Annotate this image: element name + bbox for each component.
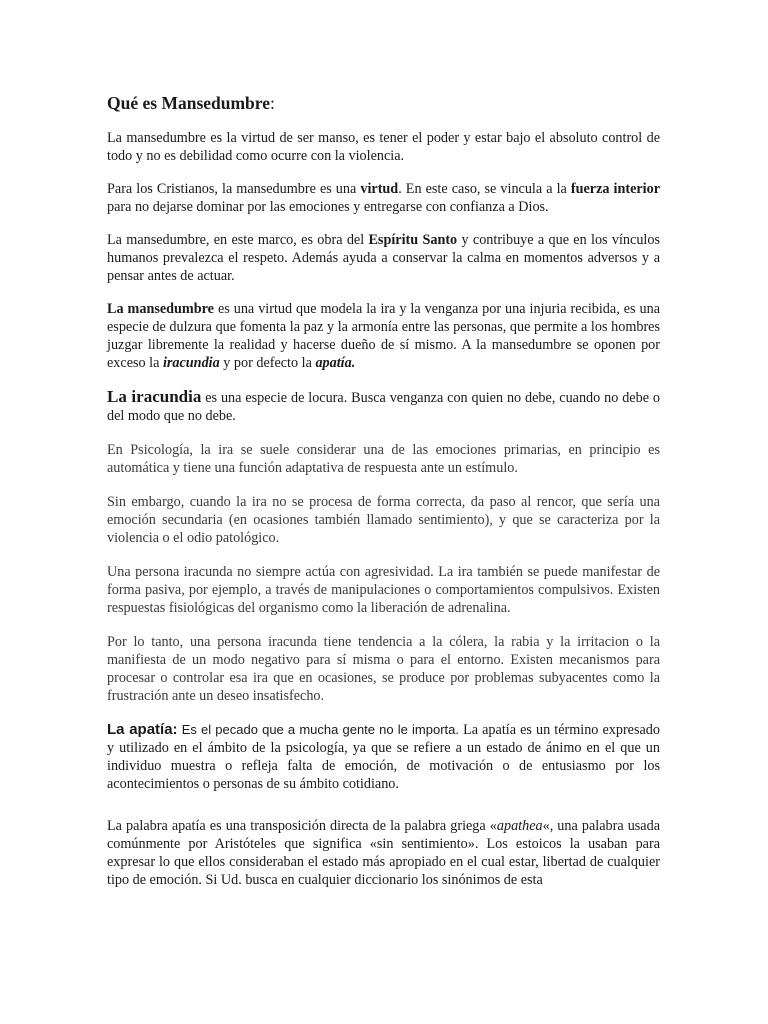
text-segment: La mansedumbre, en este marco, es obra del [107,232,369,248]
paragraph-iracundia [107,388,660,425]
paragraph-christians [107,180,660,216]
paragraph-apatia [107,721,660,793]
text-segment: La apatía es un término expresado y utilizado en el ámbito de la psicología, ya que se refiere a un estado de ánimo en el que un individuo muestra o refleja falta de emoción, de motivación o de entusiasmo por los acontecimientos o personas de su ámbito cotidiano. [107,722,660,792]
text-segment: Para los Cristianos, la mansedumbre es una [107,181,361,197]
bold-term-virtud: virtud [360,181,399,197]
text-segment: para no dejarse dominar por las emociones y entregarse con confianza a Dios. [107,199,549,215]
text-segment: «, una palabra usada comúnmente por Aristóteles que significa «sin sentimiento». Los estoicos la usaban para expresar lo que ellos consideraban el estado más apropiado en el cual estar, libertad de cualquier tipo de emoción. Si Ud. busca en cualquier diccionario los sinónimos de esta [107,818,660,888]
section-lead-iracundia: La iracundia [107,387,202,406]
paragraph-psychology: En Psicología, la ira se suele considerar una de las emociones primarias, en principio es automática y tiene una función adaptativa de respuesta ante un estímulo. [107,442,660,476]
paragraph-mansedumbre-virtue [107,300,660,372]
bold-italic-term-apatia: apatía. [315,355,356,371]
text-segment: . En este caso, se vincula a la [398,181,571,197]
text-segment-sans: Es el pecado que a mucha gente no le importa. [177,722,459,737]
bold-italic-term-iracundia: iracundia [162,355,220,371]
section-lead-apatia: La apatía: [107,721,178,738]
paragraph-rencor: Sin embargo, cuando la ira no se procesa de forma correcta, da paso al rencor, que sería una emoción secundaria (en ocasiones también llamado sentimiento), y que se caracteriza por la violencia o el odio patológico. [107,494,660,546]
italic-term-apathea: apathea [496,818,543,834]
text-segment: y contribuye a que en los vínculos humanos prevalezca el respeto. Además ayuda a conservar la calma en momentos adversos y a pensar antes de actuar. [107,232,660,284]
paragraph-definition: La mansedumbre es la virtud de ser manso, es tener el poder y estar bajo el absoluto control de todo y no es debilidad como ocurre con la violencia. [107,130,660,164]
page-title [107,92,660,114]
text-segment: La palabra apatía es una transposición directa de la palabra griega « [107,818,497,834]
document-body [107,92,660,889]
text-segment: es una virtud que modela la ira y la venganza por una injuria recibida, es una especie de dulzura que fomenta la paz y la armonía entre las personas, que permite a los hombres juzgar libremente la realidad y hacerse dueño de sí mismo. A la mansedumbre se oponen por exceso la [107,301,660,371]
title-text: Qué es Mansedumbre [107,93,271,113]
bold-term-espiritu-santo: Espíritu Santo [368,232,458,248]
title-colon: : [270,93,275,113]
paragraph-holy-spirit [107,231,660,285]
bold-term-fuerza-interior: fuerza interior [570,181,660,197]
paragraph-apathea [107,817,660,889]
paragraph-iracunda-person: Una persona iracunda no siempre actúa con agresividad. La ira también se puede manifestar de forma pasiva, por ejemplo, a través de manipulaciones o comportamientos compulsivos. Existen respuestas fisiológicas del organismo como la liberación de adrenalina. [107,564,660,616]
text-segment: es una especie de locura. Busca venganza con quien no debe, cuando no debe o del modo que no debe. [107,390,660,424]
paragraph-colera: Por lo tanto, una persona iracunda tiene tendencia a la cólera, la rabia y la irritacion o la manifiesta de un modo negativo para sí misma o para el entorno. Existen mecanismos para procesar o controlar esa ira que en ocasiones, se produce por problemas subyacentes como la frustración ante un deseo insatisfecho. [107,634,660,704]
bold-term-la-mansedumbre: La mansedumbre [107,301,214,317]
text-segment: y por defecto la [219,355,316,371]
